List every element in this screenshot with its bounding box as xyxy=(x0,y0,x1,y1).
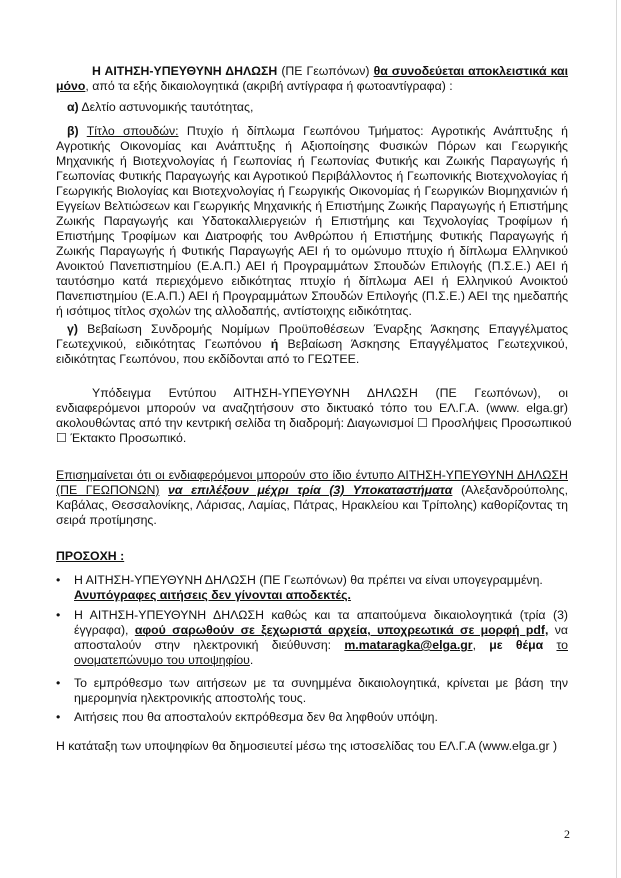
specimen-line-2: ενδιαφερόμενοι μπορούν να αναζητήσουν στο δικτυακό τόπο του ΕΛ.Γ.Α. (www. elga.gr) xyxy=(56,401,568,415)
notice-line-2: (ΠΕ ΓΕΩΠΟΝΩΝ) να επιλέξουν μέχρι τρία (3) Υποκαταστήματα (Αλεξανδρούπολης, xyxy=(56,483,568,497)
bullet-icon: • xyxy=(56,573,61,587)
page-number: 2 xyxy=(564,827,570,841)
attention-heading: ΠΡΟΣΟΧΗ : xyxy=(56,549,125,563)
item-b-line-3: Γεωπονίας Φυτικής Παραγωγής και Αγροτικού Περιβάλλοντος ή Γεωπονικής Βιοτεχνολογίας ή xyxy=(56,169,568,183)
bullet-icon: • xyxy=(56,710,61,724)
notice-line-3: Καβάλας, Θεσσαλονίκης, Λάρισας, Λαμίας, Πάτρας, Ηρακλείου και Τρίπολης) καθορίζοντας τη xyxy=(56,498,568,512)
item-b-line-10: ταυτόσημο κατά περιεχόμενο ειδικότητας πτυχίο ή δίπλωμα ΑΕΙ ή Ελληνικού Ανοικτού xyxy=(56,274,568,288)
bullet-item-1 xyxy=(56,573,568,603)
item-b-line-0: β) Τίτλο σπουδών: Πτυχίο ή δίπλωμα Γεωπόνου Τμήματος: Αγροτικής Ανάπτυξης ή xyxy=(67,124,569,138)
bullet-item-4 xyxy=(56,710,568,725)
bullet-item-2 xyxy=(56,608,568,668)
bullet-1-line-2: Ανυπόγραφες αιτήσεις δεν γίνονται αποδεκτές. xyxy=(74,588,351,602)
bullet-2-line-2: έγγραφα), αφού σαρωθούν σε ξεχωριστά αρχεία, υποχρεωτικά σε μορφή pdf, να xyxy=(74,623,568,637)
bullet-4-line-1: Αιτήσεις που θα αποσταλούν εκπρόθεσμα δεν θα ληφθούν υπόψη. xyxy=(74,710,438,724)
specimen-paragraph xyxy=(56,386,572,446)
notice-line-4: σειρά προτίμησης. xyxy=(56,513,157,527)
bullet-3-line-1: Το εμπρόθεσμο των αιτήσεων με τα συνημμένα δικαιολογητικά, κρίνεται με βάση την xyxy=(74,676,568,690)
bullet-item-3 xyxy=(56,676,568,706)
item-b-line-9: Ανοικτού Πανεπιστημίου (Ε.Α.Π.) ΑΕΙ ή Προγραμμάτων Σπουδών Επιλογής (Π.Σ.Ε.) ΑΕΙ ή xyxy=(56,259,568,273)
notice-paragraph xyxy=(56,468,568,528)
bullet-2-line-3: αποσταλούν στην ηλεκτρονική διεύθυνση: m.mataragka@elga.gr, με θέμα το xyxy=(74,638,568,652)
bullet-2-line-1: Η ΑΙΤΗΣΗ-ΥΠΕΥΘΥΝΗ ΔΗΛΩΣΗ καθώς και τα απαιτούμενα δικαιολογητικά (τρία (3) xyxy=(74,608,568,622)
notice-line-1: Επισημαίνεται ότι οι ενδιαφερόμενοι μπορούν στο ίδιο έντυπο ΑΙΤΗΣΗ-ΥΠΕΥΘΥΝΗ ΔΗΛΩΣΗ xyxy=(56,468,568,482)
specimen-line-1: Υπόδειγμα Εντύπου ΑΙΤΗΣΗ-ΥΠΕΥΘΥΝΗ ΔΗΛΩΣΗ (ΠΕ Γεωπόνων), οι xyxy=(92,386,568,400)
bullet-icon: • xyxy=(56,676,61,690)
item-b-line-6: Ζωικής Παραγωγής και Υδατοκαλλιεργειών ή Επιστήμης και Τεχνολογίας Τροφίμων ή xyxy=(56,214,568,228)
item-b xyxy=(56,124,568,319)
item-b-line-8: Ζωικής Παραγωγής ή Φυτικής Παραγωγής ΑΕΙ ή το ομώνυμο πτυχίο ή δίπλωμα Ελληνικού xyxy=(56,244,568,258)
item-b-line-12: ή ισότιμος τίτλος σχολών της αλλοδαπής, αντίστοιχης ειδικότητας. xyxy=(56,304,412,318)
bullet-icon: • xyxy=(56,608,61,622)
item-a: α) Δελτίο αστυνομικής ταυτότητας, xyxy=(67,100,254,114)
item-b-line-5: Εγγείων Βελτιώσεων και Γεωργικής Μηχανικής ή Επιστήμης Ζωικής Παραγωγής ή Επιστήμης xyxy=(56,199,568,213)
bullet-2-line-4: ονοματεπώνυμο του υποψηφίου. xyxy=(74,653,254,667)
bullet-3-line-2: ημερομηνία ηλεκτρονικής αποστολής τους. xyxy=(74,691,307,705)
item-b-line-11: Πανεπιστημίου (Ε.Α.Π.) ΑΕΙ ή Προγραμμάτων Σπουδών Επιλογής (Π.Σ.Ε.) ΑΕΙ της ημεδαπής xyxy=(56,289,568,303)
closing-line: Η κατάταξη των υποψηφίων θα δημοσιευτεί μέσω της ιστοσελίδας του ΕΛ.Γ.Α (www.elga.gr ) xyxy=(56,739,558,753)
item-b-line-2: Μηχανικής ή Βιοτεχνολογίας ή Γεωπονίας ή Γεωπονίας Φυτικής και Ζωικής Παραγωγής ή xyxy=(56,154,568,168)
item-c-line-3: ειδικότητας Γεωπόνου, που εκδίδονται από το ΓΕΩΤΕΕ. xyxy=(56,352,360,366)
specimen-line-4: ☐ Έκτακτο Προσωπικό. xyxy=(56,431,187,445)
item-c-line-1: γ) Βεβαίωση Συνδρομής Νομίμων Προϋποθέσεων Έναρξης Άσκησης Επαγγέλματος xyxy=(67,322,568,336)
specimen-line-3: ακολουθώντας από την κεντρική σελίδα τη διαδρομή: Διαγωνισμοί ☐ Προσλήψεις Προσωπικού xyxy=(56,416,572,430)
item-b-line-4: Γεωργικής Βιολογίας και Βιοτεχνολογίας ή Γεωργικής Οικονομίας ή Γεωργικών Βιομηχανιών ή xyxy=(56,184,568,198)
scan-edge-line xyxy=(616,0,617,878)
item-c xyxy=(56,322,568,367)
item-b-line-7: Επιστήμης Τροφίμων και Διατροφής του Ανθρώπου ή Επιστήμης Φυτικής Παραγωγής ή xyxy=(56,229,568,243)
intro-line-2: μόνο, από τα εξής δικαιολογητικά (ακριβή αντίγραφα ή φωτοαντίγραφα) : xyxy=(56,79,453,93)
bullet-1-line-1: Η ΑΙΤΗΣΗ-ΥΠΕΥΘΥΝΗ ΔΗΛΩΣΗ (ΠΕ Γεωπόνων) θα πρέπει να είναι υπογεγραμμένη. xyxy=(74,573,543,587)
intro-paragraph xyxy=(56,64,568,94)
item-b-line-1: Αγροτικής Οικονομίας και Ανάπτυξης ή Αξιοποίησης Φυσικών Πόρων και Γεωργικής xyxy=(56,139,568,153)
item-c-line-2: Γεωτεχνικού, ειδικότητας Γεωπόνου ή Βεβαίωση Άσκησης Επαγγέλματος Γεωτεχνικού, xyxy=(56,337,569,351)
intro-line-1: Η ΑΙΤΗΣΗ-ΥΠΕΥΘΥΝΗ ΔΗΛΩΣΗ (ΠΕ Γεωπόνων) θα συνοδεύεται αποκλειστικά και xyxy=(92,64,569,78)
email-link[interactable]: m.mataragka@elga.gr xyxy=(344,638,473,652)
